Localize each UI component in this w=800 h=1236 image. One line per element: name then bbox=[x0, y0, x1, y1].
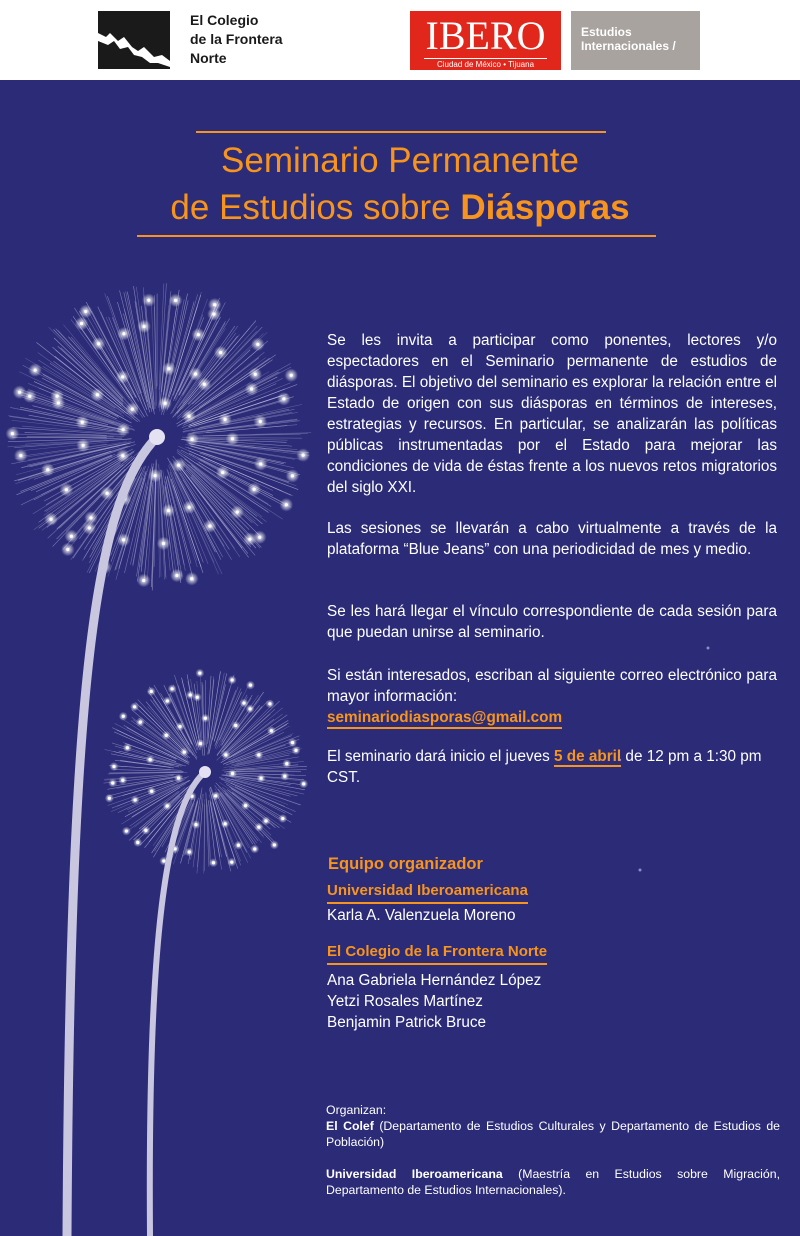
dandelion-seed bbox=[219, 351, 222, 354]
dandelion-seed bbox=[223, 418, 226, 421]
large-seed-head bbox=[149, 429, 165, 445]
dandelion-fiber bbox=[185, 444, 292, 472]
dandelion-seed bbox=[196, 696, 199, 699]
ibero-logo-subtitle: Ciudad de México • Tijuana bbox=[424, 58, 547, 70]
dandelion-seed bbox=[224, 822, 227, 825]
dandelion-seed bbox=[291, 474, 294, 477]
dandelion-seed bbox=[34, 368, 37, 371]
dandelion-seed bbox=[283, 775, 286, 778]
dandelion-fiber bbox=[14, 434, 124, 436]
dandelion-seed bbox=[285, 503, 288, 506]
seminar-title-prefix: de Estudios sobre bbox=[170, 188, 461, 227]
dandelion-seed bbox=[11, 432, 14, 435]
dandelion-seed bbox=[213, 303, 216, 306]
team-member: Karla A. Valenzuela Moreno bbox=[327, 907, 516, 924]
colef-logo-line: Norte bbox=[190, 50, 227, 66]
dandelion-seed bbox=[150, 790, 153, 793]
dandelion-seed bbox=[254, 373, 257, 376]
dandelion-seed bbox=[302, 782, 305, 785]
team-org-ibero: Universidad Iberoamericana bbox=[327, 882, 528, 904]
dandelion-seed bbox=[121, 454, 124, 457]
dandelion-seed bbox=[49, 518, 52, 521]
dandelion-seed bbox=[244, 804, 247, 807]
dandelion-seed bbox=[126, 746, 129, 749]
dandelion-seed bbox=[66, 548, 69, 551]
title-bottom-rule bbox=[137, 235, 656, 237]
dandelion-seed bbox=[177, 776, 180, 779]
dandelion-seed bbox=[221, 471, 224, 474]
organizer-ibero-detail: (Maestría en Estudios sobre Migración, Departamento de Estudios Internacionales). bbox=[326, 1167, 780, 1197]
start-date-highlight: 5 de abril bbox=[554, 748, 622, 765]
dandelion-fiber bbox=[222, 715, 287, 760]
dandelion-fiber bbox=[198, 458, 291, 507]
dandelion-seed bbox=[163, 402, 166, 405]
estudios-internacionales-logo bbox=[571, 11, 700, 70]
dandelion-seed bbox=[189, 693, 192, 696]
seminar-title-bold: Diásporas bbox=[460, 188, 630, 227]
dandelion-seed bbox=[121, 779, 124, 782]
organizer-ibero bbox=[326, 1166, 780, 1198]
dandelion-seed bbox=[170, 687, 173, 690]
dandelion-seed bbox=[258, 536, 261, 539]
dandelion-seed bbox=[259, 462, 262, 465]
start-date-suffix: de 12 pm a 1:30 pm CST. bbox=[327, 748, 762, 786]
dandelion-fiber bbox=[159, 475, 165, 580]
team-org-colef: El Colegio de la Frontera Norte bbox=[327, 943, 547, 965]
dandelion-seed bbox=[194, 823, 197, 826]
dandelion-seed bbox=[248, 538, 251, 541]
sessions-paragraph: Las sesiones se llevarán a cabo virtualmente a través de la plataforma “Blue Jeans” con una periodicidad de mes y medio. bbox=[327, 520, 777, 558]
team-member: Yetzi Rosales Martínez bbox=[327, 993, 483, 1010]
logo-header bbox=[0, 0, 800, 80]
dandelion-seed bbox=[253, 488, 256, 491]
dandelion-seed bbox=[231, 437, 234, 440]
dandelion-fiber bbox=[165, 481, 182, 576]
dandelion-seed bbox=[268, 702, 271, 705]
organizer-ibero-name: Universidad Iberoamericana bbox=[326, 1167, 503, 1181]
dandelion-fiber bbox=[215, 788, 252, 849]
dandelion-seed bbox=[88, 526, 91, 529]
dandelion-seed bbox=[122, 715, 125, 718]
dandelion-seed bbox=[167, 367, 170, 370]
dandelion-seed bbox=[165, 734, 168, 737]
dandelion-seed bbox=[150, 690, 153, 693]
dandelion-seed bbox=[183, 750, 186, 753]
team-member: Benjamin Patrick Bruce bbox=[327, 1014, 486, 1031]
dandelion-seed bbox=[291, 741, 294, 744]
dandelion-fiber bbox=[34, 382, 117, 419]
contact-email-link[interactable]: seminariodiasporas@gmail.com bbox=[327, 709, 562, 729]
colef-logo-line: de la Frontera bbox=[190, 31, 283, 47]
dandelion-seed bbox=[143, 325, 146, 328]
invitation-text bbox=[327, 330, 777, 498]
organizers-block bbox=[326, 1102, 780, 1198]
dandelion-seed bbox=[188, 850, 191, 853]
dandelion-seed bbox=[84, 310, 87, 313]
colef-logo-text bbox=[190, 11, 283, 68]
dandelion-illustration bbox=[0, 80, 800, 1236]
contact-text bbox=[327, 665, 777, 728]
dandelion-seed bbox=[208, 524, 211, 527]
organizers-label: Organizan: bbox=[326, 1103, 387, 1117]
dandelion-seed bbox=[111, 781, 114, 784]
dandelion-fiber bbox=[197, 794, 203, 873]
dandelion-seed bbox=[214, 794, 217, 797]
dandelion-seed bbox=[65, 488, 68, 491]
dandelion-seed bbox=[147, 299, 150, 302]
dandelion-seed bbox=[302, 453, 305, 456]
small-seed-head bbox=[199, 766, 211, 778]
dandelion-seed bbox=[256, 343, 259, 346]
large-stem bbox=[67, 437, 157, 1236]
poster-body bbox=[0, 80, 800, 1236]
dandelion-seed bbox=[167, 509, 170, 512]
dandelion-seed bbox=[191, 438, 194, 441]
invitation-paragraph: Se les invita a participar como ponentes, lectores y/o espectadores en el Seminario permanente de estudios de diásporas. El objetivo del seminario es explorar la relación entre el Estado de origen con sus diásporas en términos de intereses, estrategias y recursos. En particular, se analizarán las políticas públicas instrumentadas por el Estado para mejorar las condiciones de vida de éstas frente a los nuevos retos migratorios del siglo XXI. bbox=[327, 332, 777, 496]
dandelion-seed bbox=[248, 707, 251, 710]
dandelion-seed bbox=[162, 542, 165, 545]
dandelion-seed bbox=[237, 844, 240, 847]
dandelion-seed bbox=[80, 322, 83, 325]
dandelion-seed bbox=[97, 342, 100, 345]
estudios-logo-line: Estudios bbox=[581, 25, 632, 39]
sparkle bbox=[639, 869, 642, 872]
dandelion-seed bbox=[108, 797, 111, 800]
dandelion-seed bbox=[199, 742, 202, 745]
estudios-logo-line: Internacionales / bbox=[581, 39, 676, 53]
dandelion-seed bbox=[230, 861, 233, 864]
organizer-colef bbox=[326, 1118, 780, 1150]
dandelion-fiber bbox=[167, 477, 194, 581]
dandelion-seed bbox=[57, 401, 60, 404]
dandelion-seed bbox=[121, 375, 124, 378]
dandelion-seed bbox=[18, 391, 21, 394]
organizer-colef-detail: (Departamento de Estudios Culturales y Departamento de Estudios de Población) bbox=[326, 1119, 780, 1149]
dandelion-seed bbox=[178, 725, 181, 728]
dandelion-seed bbox=[264, 819, 267, 822]
dandelion-seed bbox=[149, 758, 152, 761]
dandelion-seed bbox=[273, 843, 276, 846]
dandelion-seed bbox=[136, 841, 139, 844]
dandelion-seed bbox=[122, 428, 125, 431]
dandelion-seed bbox=[112, 765, 115, 768]
dandelion-seed bbox=[142, 579, 145, 582]
dandelion-seed bbox=[139, 721, 142, 724]
ibero-logo bbox=[410, 11, 561, 70]
link-text bbox=[327, 601, 777, 643]
dandelion-seed bbox=[234, 724, 237, 727]
dandelion-seed bbox=[166, 804, 169, 807]
team-member: Ana Gabriela Hernández López bbox=[327, 972, 542, 989]
dandelion-seed bbox=[204, 717, 207, 720]
title-top-rule bbox=[196, 131, 606, 133]
dandelion-seed bbox=[285, 762, 288, 765]
dandelion-seed bbox=[212, 313, 215, 316]
dandelion-seed bbox=[134, 798, 137, 801]
dandelion-seed bbox=[290, 374, 293, 377]
colef-mountain-logo-icon bbox=[98, 11, 170, 69]
start-date-text bbox=[327, 746, 777, 788]
seminar-title-line-2 bbox=[0, 186, 800, 230]
dandelion-seed bbox=[294, 749, 297, 752]
dandelion-seed bbox=[250, 387, 253, 390]
dandelion-seed bbox=[125, 829, 128, 832]
dandelion-seed bbox=[105, 492, 108, 495]
dandelion-seed bbox=[212, 861, 215, 864]
dandelion-seed bbox=[190, 577, 193, 580]
dandelion-seed bbox=[175, 574, 178, 577]
dandelion-seed bbox=[70, 535, 73, 538]
dandelion-seed bbox=[162, 859, 165, 862]
sessions-text bbox=[327, 518, 777, 560]
dandelion-seed bbox=[166, 699, 169, 702]
dandelion-seed bbox=[96, 393, 99, 396]
organizer-colef-name: El Colef bbox=[326, 1119, 374, 1133]
dandelion-fiber bbox=[177, 326, 235, 408]
dandelion-seed bbox=[197, 333, 200, 336]
team-heading: Equipo organizador bbox=[328, 855, 483, 873]
dandelion-seed bbox=[236, 510, 239, 513]
dandelion-fiber bbox=[215, 688, 241, 748]
dandelion-seed bbox=[257, 753, 260, 756]
dandelion-seed bbox=[253, 847, 256, 850]
dandelion-seed bbox=[89, 516, 92, 519]
dandelion-seed bbox=[177, 464, 180, 467]
dandelion-seed bbox=[259, 420, 262, 423]
dandelion-seed bbox=[242, 701, 245, 704]
colef-logo-line: El Colegio bbox=[190, 12, 259, 28]
dandelion-seed bbox=[28, 395, 31, 398]
dandelion-seed bbox=[131, 408, 134, 411]
dandelion-fiber bbox=[29, 415, 119, 430]
start-date-prefix: El seminario dará inicio el jueves bbox=[327, 748, 555, 765]
dandelion-seed bbox=[260, 777, 263, 780]
dandelion-fiber bbox=[86, 308, 135, 398]
dandelion-seed bbox=[153, 474, 156, 477]
dandelion-seed bbox=[187, 415, 190, 418]
dandelion-fiber bbox=[220, 692, 242, 740]
dandelion-seed bbox=[19, 454, 22, 457]
dandelion-seed bbox=[194, 372, 197, 375]
link-paragraph: Se les hará llegar el vínculo correspondiente de cada sesión para que puedan unirse al seminario. bbox=[327, 603, 777, 641]
dandelion-seed bbox=[188, 506, 191, 509]
dandelion-seed bbox=[231, 772, 234, 775]
dandelion-seed bbox=[46, 468, 49, 471]
ibero-logo-name: IBERO bbox=[425, 13, 546, 58]
dandelion-seed bbox=[231, 678, 234, 681]
dandelion-seed bbox=[122, 538, 125, 541]
dandelion-seed bbox=[281, 817, 284, 820]
dandelion-seed bbox=[270, 729, 273, 732]
dandelion-fiber bbox=[215, 690, 236, 746]
seminar-title-line-1: Seminario Permanente bbox=[221, 141, 579, 180]
dandelion-seed bbox=[249, 684, 252, 687]
dandelion-seed bbox=[174, 299, 177, 302]
contact-paragraph: Si están interesados, escriban al siguiente correo electrónico para mayor información: bbox=[327, 667, 777, 705]
dandelion-seed bbox=[198, 672, 201, 675]
sparkle bbox=[707, 647, 710, 650]
dandelion-seed bbox=[81, 421, 84, 424]
dandelion-seed bbox=[282, 397, 285, 400]
dandelion-seed bbox=[224, 753, 227, 756]
dandelion-seed bbox=[82, 444, 85, 447]
dandelion-seed bbox=[122, 332, 125, 335]
dandelion-seed bbox=[144, 829, 147, 832]
dandelion-seed bbox=[203, 383, 206, 386]
dandelion-fiber bbox=[117, 302, 149, 412]
dandelion-seed bbox=[133, 705, 136, 708]
dandelion-seed bbox=[257, 825, 260, 828]
